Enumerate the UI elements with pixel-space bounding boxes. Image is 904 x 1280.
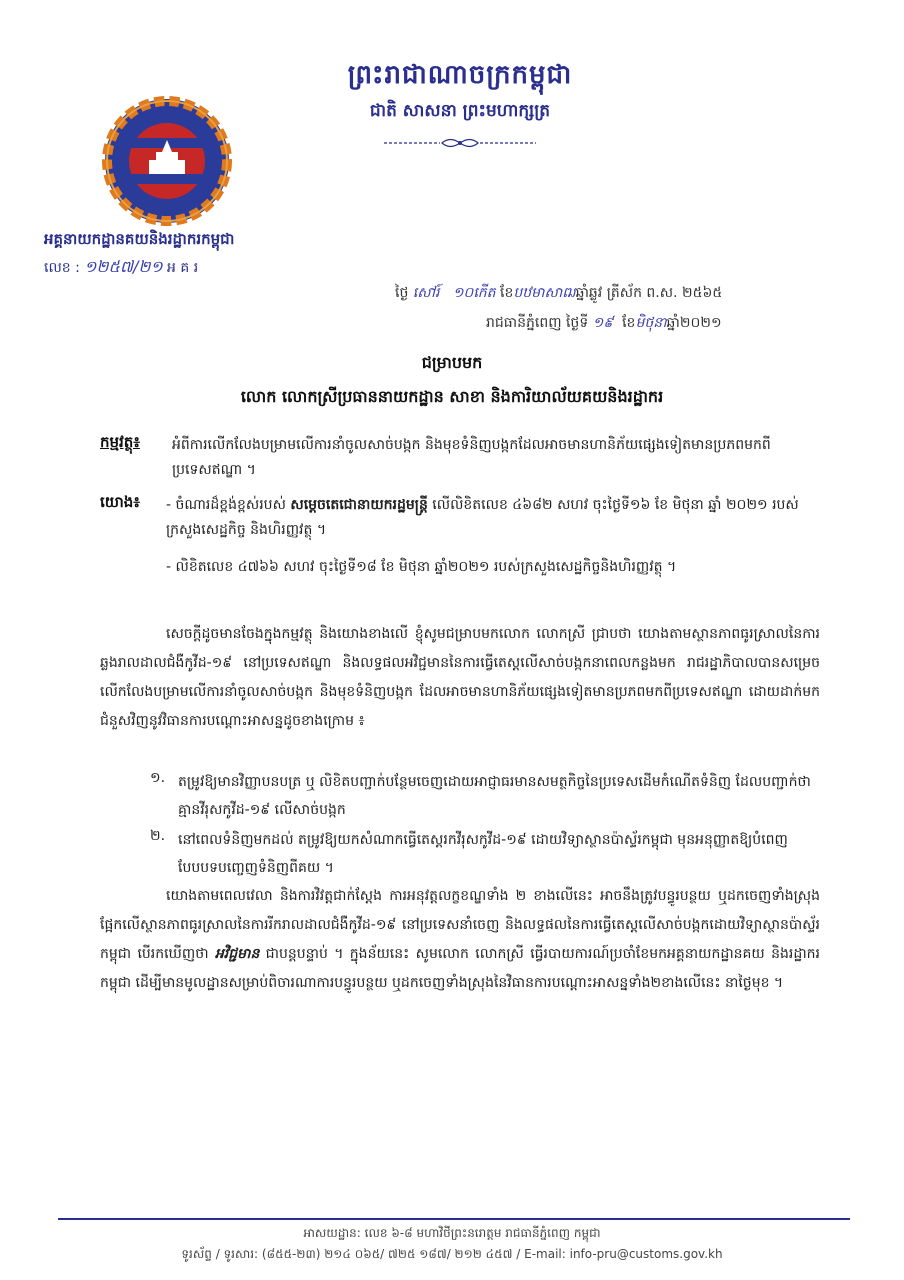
- solar-year: ឆ្នាំ២០២១: [666, 315, 722, 331]
- ref1-part-b: សម្តេចតេជោនាយករដ្ឋមន្ត្រី: [290, 497, 428, 513]
- ref1-part-c: លើលិខិតលេខ ៤៦៨២ សហវ ចុះថ្ងៃទី១៦ ខែ មិថុនា ឆ្នាំ ២០២១ របស់ក្រសួងសេដ្ឋកិច្ច និងហិរញ្ញវត្ថុ ។: [166, 497, 799, 538]
- solar-month-prefix: ខែ: [622, 315, 636, 331]
- reference-item-2: - លិខិតលេខ ៤៧៦៦ សហវ ចុះថ្ងៃទី១៨ ខែ មិថុនា ឆ្នាំ២០២១ របស់ក្រសួងសេដ្ឋកិច្ចនិងហិរញ្ញវត្ថុ ។: [166, 559, 677, 575]
- reference-number: [44, 256, 198, 280]
- ref-number: ១២៥៧/២១: [84, 257, 163, 276]
- para2-part-c: ជាបន្តបន្ទាប់ ។ ក្នុងន័យនេះ សូមលោក លោកស្រី ធ្វើរបាយការណ៍ប្រចាំខែមកអគ្គនាយកដ្ឋានគយ និងរដ្ឋាករកម្ពុជា ដើម្បីមានមូលដ្ឋានសម្រាប់ពិចារណាការបន្ធូរបន្ថយ ឬដកចេញទាំងស្រុងនៃវិធានការបណ្តោះអាសន្នទាំង២ខាងលើនេះ នាថ្ងៃមុខ ។: [100, 946, 820, 991]
- solar-date: [486, 313, 722, 334]
- item-2-number: ២.: [150, 828, 166, 844]
- ref-suffix: អ គ រ: [167, 260, 199, 276]
- references-label: យោង៖: [100, 493, 140, 511]
- reference-item-1: [166, 493, 826, 543]
- solar-month: មិថុនា: [635, 315, 667, 331]
- lunar-rest: ឆ្នាំឆ្លូវ ត្រីស័ក ព.ស. ២៥៦៥: [575, 285, 723, 301]
- para2-part-a: យោងតាមពេលវេលា និងការវិវត្តជាក់ស្តែង ការអនុវត្តលក្ខខណ្ឌទាំង ២ ខាងលើនេះ អាចនឹងត្រូវបន្ធូរបន្ថយ ឬដកចេញទាំងស្រុង ផ្អែកលើស្ថានភាពធូរស្រាលនៃការរីករាលដាលជំងឺកូវីដ-១៩ នៅប្រទេសនាំចេញ និងលទ្ធផលនៃការធ្វើតេស្តលើសាច់បង្កកដោយវិទ្យាស្ថានប៉ាស្ទ័រកម្ពុជា បើរកឃើញថា: [100, 888, 820, 962]
- solar-prefix: រាជធានីភ្នំពេញ ថ្ងៃទី: [486, 315, 589, 331]
- solar-day: ១៩: [592, 315, 614, 331]
- subject-text: អំពីការលើកលែងបម្រាមលើការនាំចូលសាច់បង្កក និងមុខទំនិញបង្កកដែលអាចមានហានិភ័យផ្សេងទៀតមានប្រភពមកពីប្រទេសឥណ្ឌា ។: [172, 437, 771, 478]
- addressee: លោក លោកស្រីប្រធាននាយកដ្ឋាន សាខា និងការិយាល័យគយនិងរដ្ឋាករ: [240, 387, 664, 406]
- lunar-day: សៅរ៍: [412, 285, 440, 301]
- department-name: អគ្គនាយកដ្ឋានគយនិងរដ្ឋាករកម្ពុជា: [44, 230, 235, 248]
- salutation-respect: ជម្រាបមក: [421, 353, 483, 372]
- para2-part-b: អវិជ្ជមាន: [214, 946, 260, 962]
- lunar-prefix: ថ្ងៃ: [395, 285, 409, 301]
- kingdom-title: ព្រះរាជាណាចក្រកម្ពុជា: [347, 60, 573, 90]
- ref-prefix: លេខ :: [44, 260, 80, 276]
- customs-emblem-icon: [100, 94, 234, 228]
- ref1-part-a: - ចំណារដ៏ខ្ពង់ខ្ពស់របស់: [166, 497, 291, 513]
- item-1-text: តម្រូវឱ្យមានវិញ្ញាបនបត្រ ឬ លិខិតបញ្ជាក់បន្ថែមចេញដោយអាជ្ញាធរមានសមត្ថកិច្ចនៃប្រទេសដើមកំណើតទំនិញ ដែលបញ្ជាក់ថា គ្មានវីរុសកូវីដ-១៩ លើសាច់បង្កក: [178, 774, 811, 818]
- body-paragraph-1: សេចក្តីដូចមានចែងក្នុងកម្មវត្ថុ និងយោងខាងលើ ខ្ញុំសូមជម្រាបមកលោក លោកស្រី ជ្រាបថា យោងតាមស្ថានភាពធូរស្រាលនៃការឆ្លងរាលដាលជំងឺកូវីដ-១៩ នៅប្រទេសឥណ្ឌា និងលទ្ធផលអវិជ្ជមាននៃការធ្វើតេស្តលើសាច់បង្កកនាពេលកន្លងមក រាជរដ្ឋាភិបាលបានសម្រេចលើកលែងបម្រាមលើការនាំចូលសាច់បង្កក និងមុខទំនិញបង្កក ដែលអាចមានហានិភ័យផ្សេងទៀតមានប្រភពមកពីប្រទេសឥណ្ឌា ដោយដាក់មកជំនួសវិញនូវវិធានការបណ្តោះអាសន្នដូចខាងក្រោម ៖: [100, 626, 820, 729]
- subject-label: កម្មវត្ថុ៖: [100, 433, 140, 451]
- national-motto: ជាតិ សាសនា ព្រះមហាក្សត្រ: [369, 101, 551, 121]
- lunar-month: បឋមាសាឍ: [513, 285, 576, 301]
- divider-ornament-icon: [380, 136, 540, 150]
- footer-divider: [58, 1218, 850, 1220]
- footer-contact: ទូរស័ព្ទ / ទូរសារ: (៨៥៥-២៣) ២១៤ ០៦៥/ ៧២៥ ១៨៧/ ២១២ ៤៥៧ / E-mail: info-pru@customs.gov.kh: [181, 1247, 723, 1261]
- item-2-text: នៅពេលទំនិញមកដល់ តម្រូវឱ្យយកសំណាកធ្វើតេស្តរកវីរុសកូវីដ-១៩ ដោយវិទ្យាស្ថានប៉ាស្ទ័រកម្ពុជា មុនអនុញ្ញាតឱ្យបំពេញបែបបទបញ្ចេញទំនិញពីគយ ។: [178, 832, 788, 876]
- body-paragraph-2: [100, 882, 820, 998]
- item-1-number: ១.: [150, 770, 166, 786]
- footer-address: អាសយដ្ឋាន: លេខ ៦-៨ មហាវិថីព្រះនរោត្តម រាជធានីភ្នំពេញ កម្ពុជា: [303, 1226, 601, 1240]
- lunar-date: [395, 283, 722, 304]
- lunar-date-value: ១០កើត: [452, 285, 496, 301]
- lunar-month-prefix: ខែ: [500, 285, 514, 301]
